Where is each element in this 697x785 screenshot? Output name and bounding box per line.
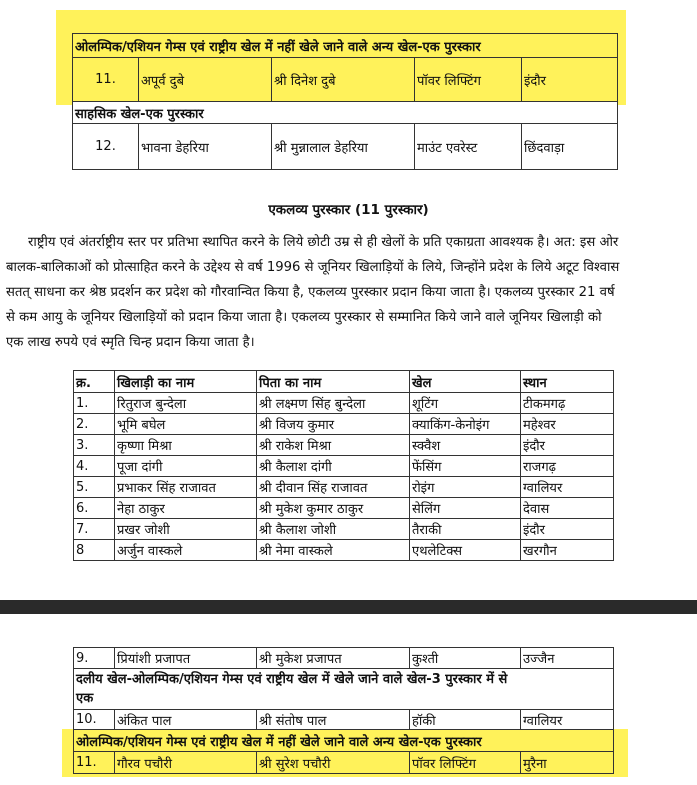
cell-father: श्री दिनेश दुबे	[272, 58, 415, 102]
cell-serial: 2.	[74, 414, 115, 435]
cell-place: महेश्वर	[521, 414, 614, 435]
cell-serial: 3.	[74, 435, 115, 456]
cell-father: श्री कैलाश जोशी	[257, 519, 410, 540]
cell-sport: एथलेटिक्स	[410, 540, 521, 561]
cell-player: भूमि बघेल	[115, 414, 257, 435]
section-header-team-sports	[74, 669, 614, 710]
eklavya-title: एकलव्य पुरस्कार (11 पुरस्कार)	[268, 202, 429, 218]
cell-player: अंकित पाल	[115, 710, 257, 730]
col-header-serial: क्र.	[74, 371, 115, 393]
cell-place: इंदौर	[521, 519, 614, 540]
table-row	[74, 414, 614, 435]
section-header-adventure: साहसिक खेल-एक पुरस्कार	[73, 102, 618, 124]
cell-sport: रोइंग	[410, 477, 521, 498]
cell-sport: सेलिंग	[410, 498, 521, 519]
cell-father: श्री संतोष पाल	[257, 710, 410, 730]
cell-serial: 1.	[74, 393, 115, 414]
cell-player: भावना डेहरिया	[139, 124, 272, 170]
cell-player: पूजा दांगी	[115, 456, 257, 477]
cell-sport: माउंट एवरेस्ट	[415, 124, 522, 170]
table-row	[74, 477, 614, 498]
cell-place: उज्जैन	[521, 648, 614, 669]
paragraph-line: सतत् साधना कर श्रेष्ठ प्रदर्शन कर प्रदेश को गौरवान्वित किया है, एकलव्य पुरस्कार प्रदान किया जाता है। एकलव्य पुरस्कार 21 वर्ष	[6, 285, 615, 300]
table-row	[74, 498, 614, 519]
table-row	[74, 752, 614, 774]
cell-sport: तैराकी	[410, 519, 521, 540]
paragraph-line: राष्ट्रीय एवं अंतर्राष्ट्रीय स्तर पर प्रतिभा स्थापित करने के लिये छोटी उम्र से ही खेलों के प्रति एकाग्रता आवश्यक है। अत: इस ओर	[28, 235, 619, 250]
cell-father: श्री मुकेश प्रजापत	[257, 648, 410, 669]
cell-player: अर्जुन वास्कले	[115, 540, 257, 561]
cell-player: रितुराज बुन्देला	[115, 393, 257, 414]
cell-serial: 6.	[74, 498, 115, 519]
paragraph-line: एक लाख रुपये एवं स्मृति चिन्ह प्रदान किया जाता है।	[6, 335, 255, 350]
cell-place: छिंदवाड़ा	[522, 124, 618, 170]
cell-serial: 4.	[74, 456, 115, 477]
eklavya-table	[73, 370, 614, 561]
cell-sport: क्याकिंग-केनोइंग	[410, 414, 521, 435]
cell-serial: 12.	[73, 124, 139, 170]
cell-sport: स्क्वैश	[410, 435, 521, 456]
cell-place: देवास	[521, 498, 614, 519]
cell-player: प्रखर जोशी	[115, 519, 257, 540]
section-header-other-sports: ओलम्पिक/एशियन गेम्स एवं राष्ट्रीय खेल में नहीं खेले जाने वाले अन्य खेल-एक पुरस्कार	[73, 34, 618, 58]
col-header-father: पिता का नाम	[257, 371, 410, 393]
cell-sport: हॉकी	[410, 710, 521, 730]
cell-serial: 7.	[74, 519, 115, 540]
cell-serial: 9.	[74, 648, 115, 669]
cell-father: श्री सुरेश पचौरी	[257, 752, 410, 774]
cell-father: श्री लक्ष्मण सिंह बुन्देला	[257, 393, 410, 414]
cell-serial: 10.	[74, 710, 115, 730]
table-row	[74, 519, 614, 540]
cell-player: प्रभाकर सिंह राजावत	[115, 477, 257, 498]
cell-serial: 5.	[74, 477, 115, 498]
paragraph-line: से कम आयु के जूनियर खिलाड़ियों को प्रदान किया जाता है। एकलव्य पुरस्कार से सम्मानित किये जाने वाले जूनियर खिलाड़ी को	[6, 310, 602, 325]
eklavya-paragraph	[6, 230, 688, 355]
cell-father: श्री दीवान सिंह राजावत	[257, 477, 410, 498]
cell-place: राजगढ़	[521, 456, 614, 477]
cell-place: मुरैना	[521, 752, 614, 774]
cell-place: इंदौर	[522, 58, 618, 102]
team-header-line: दलीय खेल-ओलम्पिक/एशियन गेम्स एवं राष्ट्रीय खेल में खेले जाने वाले खेल-3 पुरस्कार में से	[76, 672, 508, 687]
cell-serial: 8	[74, 540, 115, 561]
table-row	[74, 540, 614, 561]
cell-place: खरगौन	[521, 540, 614, 561]
table-row	[74, 435, 614, 456]
cell-sport: पॉवर लिफ्टिंग	[410, 752, 521, 774]
cell-player: कृष्णा मिश्रा	[115, 435, 257, 456]
cell-sport: शूटिंग	[410, 393, 521, 414]
cell-place: इंदौर	[521, 435, 614, 456]
cell-sport: पॉवर लिफ्टिंग	[415, 58, 522, 102]
cell-player: नेहा ठाकुर	[115, 498, 257, 519]
cell-father: श्री नेमा वास्कले	[257, 540, 410, 561]
team-header-line: एक	[76, 691, 94, 706]
section-header-other-sports: ओलम्पिक/एशियन गेम्स एवं राष्ट्रीय खेल में नहीं खेले जाने वाले अन्य खेल-एक पुरस्कार	[74, 730, 614, 752]
cell-sport: कुश्ती	[410, 648, 521, 669]
cell-father: श्री मुन्नालाल डेहरिया	[272, 124, 415, 170]
page-break-divider	[0, 600, 697, 614]
col-header-place: स्थान	[521, 371, 614, 393]
table-row	[74, 710, 614, 730]
cell-father: श्री मुकेश कुमार ठाकुर	[257, 498, 410, 519]
cell-serial: 11.	[73, 58, 139, 102]
table-row	[74, 648, 614, 669]
cell-place: ग्वालियर	[521, 710, 614, 730]
cell-father: श्री विजय कुमार	[257, 414, 410, 435]
cell-place: टीकमगढ़	[521, 393, 614, 414]
top-award-table	[72, 33, 618, 170]
col-header-player: खिलाड़ी का नाम	[115, 371, 257, 393]
continued-table	[73, 647, 614, 774]
table-row	[74, 456, 614, 477]
cell-player: प्रियांशी प्रजापत	[115, 648, 257, 669]
table-row	[74, 393, 614, 414]
paragraph-line: बालक-बालिकाओं को प्रोत्साहित करने के उद्देश्य से वर्ष 1996 से जूनियर खिलाड़ियों के लिये, जिन्होंने प्रदेश के लिये अटूट विश्वास	[6, 260, 620, 275]
cell-father: श्री कैलाश दांगी	[257, 456, 410, 477]
cell-player: गौरव पचौरी	[115, 752, 257, 774]
cell-player: अपूर्व दुबे	[139, 58, 272, 102]
cell-father: श्री राकेश मिश्रा	[257, 435, 410, 456]
cell-sport: फेंसिंग	[410, 456, 521, 477]
cell-place: ग्वालियर	[521, 477, 614, 498]
cell-serial: 11.	[74, 752, 115, 774]
col-header-sport: खेल	[410, 371, 521, 393]
